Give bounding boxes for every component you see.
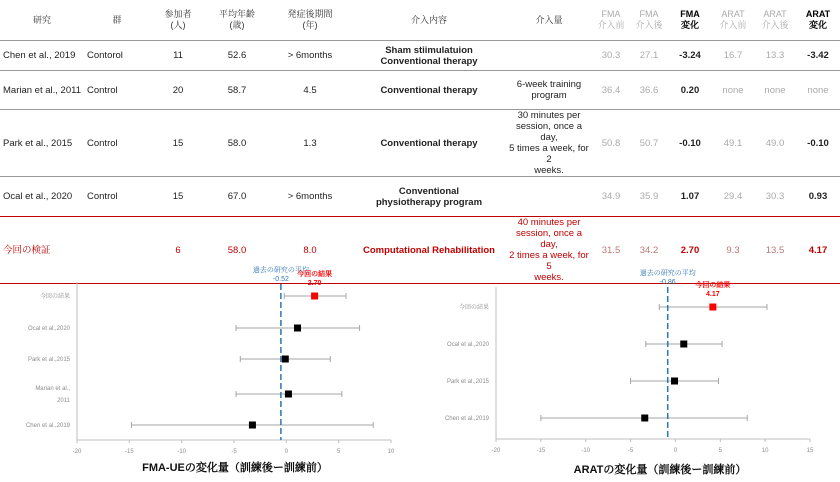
cell-age: 52.6 — [206, 41, 268, 71]
cell-arat-change: -3.42 — [796, 41, 840, 71]
fma-x-axis-title: FMA-UEの変化量（訓練後ー訓練前） — [142, 462, 328, 474]
cell-fma-pre: 31.5 — [592, 217, 630, 284]
fma-x-tick-label: 0 — [284, 449, 289, 455]
cell-fma-post: 27.1 — [630, 41, 668, 71]
fma-point-marker — [311, 293, 318, 300]
cell-fma-change: -3.24 — [668, 41, 712, 71]
cell-group: Control — [84, 71, 150, 110]
cell-arat-pre: 9.3 — [712, 217, 754, 284]
fma-annotation-value: 2.70 — [307, 280, 322, 287]
cell-fma-change: 0.20 — [668, 71, 712, 110]
cell-study: Park et al., 2015 — [0, 110, 84, 177]
cell-study: 今回の検証 — [0, 217, 84, 284]
cell-intervention: Conventional therapy — [352, 71, 506, 110]
header-study: 研究 — [32, 14, 51, 25]
table-row — [0, 177, 840, 217]
header-participants: 参加者 (人) — [164, 9, 192, 30]
cell-arat-post: none — [754, 71, 796, 110]
arat-x-tick-label: -5 — [627, 448, 634, 454]
cell-onset: > 6months — [268, 177, 352, 217]
cell-group: Control — [84, 177, 150, 217]
fma-point-marker — [249, 422, 256, 429]
fma-category-label: Ocal et al.,2020 — [27, 326, 70, 332]
header-dose: 介入量 — [535, 14, 563, 25]
cell-study: Ocal et al., 2020 — [0, 177, 84, 217]
fma-category-label: 今回の結果 — [39, 294, 70, 300]
header-arat-post: ARAT 介入後 — [761, 9, 789, 30]
cell-n: 15 — [150, 177, 206, 217]
cell-group: Contorol — [84, 41, 150, 71]
cell-intervention: Conventional therapy — [352, 110, 506, 177]
fma-category-label: Marian et al., — [35, 386, 70, 392]
fma-point-marker — [285, 391, 292, 398]
cell-n: 20 — [150, 71, 206, 110]
arat-category-label: 今回の結果 — [458, 305, 489, 311]
table-header-row — [0, 0, 840, 41]
cell-arat-post: 49.0 — [754, 110, 796, 177]
fma-point-marker — [282, 356, 289, 363]
arat-x-tick-label: -20 — [491, 448, 501, 454]
arat-point-marker — [709, 304, 716, 311]
arat-point-marker — [641, 415, 648, 422]
cell-n: 6 — [150, 217, 206, 284]
cell-arat-pre: 29.4 — [712, 177, 754, 217]
cell-age: 58.0 — [206, 110, 268, 177]
arat-annotation-label: 今回の結果 — [695, 282, 731, 289]
cell-fma-post: 35.9 — [630, 177, 668, 217]
cell-onset: 8.0 — [268, 217, 352, 284]
cell-arat-pre: none — [712, 71, 754, 110]
cell-intervention: Computational Rehabilitation — [352, 217, 506, 284]
header-group: 群 — [112, 14, 122, 25]
header-fma-change: FMA 変化 — [680, 9, 700, 30]
fma-x-tick-label: 5 — [336, 449, 341, 455]
fma-point-marker — [294, 325, 301, 332]
cell-study: Chen et al., 2019 — [0, 41, 84, 71]
cell-n: 11 — [150, 41, 206, 71]
cell-arat-change: 0.93 — [796, 177, 840, 217]
cell-onset: 4.5 — [268, 71, 352, 110]
cell-n: 15 — [150, 110, 206, 177]
fma-category-label: Park et al.,2015 — [27, 357, 70, 363]
fma-x-tick-label: -10 — [177, 449, 187, 455]
table-row — [0, 110, 840, 177]
cell-dose: 30 minutes per session, once a day, 5 times a week, for 2 weeks. — [506, 110, 592, 177]
cell-age: 58.7 — [206, 71, 268, 110]
cell-fma-post: 34.2 — [630, 217, 668, 284]
arat-x-tick-label: 10 — [761, 448, 769, 454]
arat-point-marker — [680, 341, 687, 348]
header-arat-change: ARAT 変化 — [805, 9, 831, 30]
arat-x-axis-title: ARATの変化量（訓練後ー訓練前） — [573, 464, 747, 476]
arat-forest-plot — [420, 252, 840, 482]
fma-category-label: Chen et al.,2019 — [25, 423, 70, 429]
arat-x-tick-label: -10 — [581, 448, 591, 454]
cell-arat-pre: 49.1 — [712, 110, 754, 177]
header-fma-post: FMA 介入後 — [635, 9, 663, 30]
cell-arat-post: 30.3 — [754, 177, 796, 217]
cell-dose: 6-week training program — [506, 71, 592, 110]
arat-x-tick-label: 5 — [718, 448, 722, 454]
cell-age: 58.0 — [206, 217, 268, 284]
cell-dose: 40 minutes per session, once a day, 2 times a week, for 5 weeks. — [506, 217, 592, 284]
arat-reference-value: -0.86 — [659, 279, 676, 286]
header-mean-age: 平均年齢 (歳) — [218, 9, 255, 30]
cell-fma-pre: 30.3 — [592, 41, 630, 71]
arat-x-tick-label: 0 — [673, 448, 678, 454]
cell-intervention: Sham stiimulatuion Conventional therapy — [352, 41, 506, 71]
cell-fma-post: 50.7 — [630, 110, 668, 177]
arat-x-tick-label: -15 — [536, 448, 546, 454]
fma-reference-label: 過去の研究の平均 — [252, 267, 309, 274]
cell-fma-post: 36.6 — [630, 71, 668, 110]
cell-arat-pre: 16.7 — [712, 41, 754, 71]
arat-point-marker — [671, 378, 678, 385]
header-onset: 発症後期間 (年) — [287, 9, 333, 30]
cell-fma-change: 1.07 — [668, 177, 712, 217]
cell-fma-change: 2.70 — [668, 217, 712, 284]
cell-dose — [506, 41, 592, 71]
header-fma-pre: FMA 介入前 — [597, 9, 625, 30]
cell-fma-pre: 34.9 — [592, 177, 630, 217]
header-intervention: 介入内容 — [410, 14, 447, 25]
arat-category-label: Park et al.,2015 — [446, 379, 489, 385]
cell-fma-pre: 50.8 — [592, 110, 630, 177]
fma-x-tick-label: -5 — [231, 449, 237, 455]
cell-arat-change: 4.17 — [796, 217, 840, 284]
fma-reference-value: -0.52 — [272, 276, 289, 283]
arat-reference-label: 過去の研究の平均 — [639, 270, 696, 277]
cell-intervention: Conventional physiotherapy program — [352, 177, 506, 217]
fma-x-tick-label: -20 — [72, 449, 82, 455]
cell-group: Control — [84, 110, 150, 177]
cell-arat-change: none — [796, 71, 840, 110]
arat-annotation-value: 4.17 — [706, 291, 720, 298]
cell-fma-pre: 36.4 — [592, 71, 630, 110]
cell-fma-change: -0.10 — [668, 110, 712, 177]
fma-x-tick-label: -15 — [124, 449, 134, 455]
cell-onset: > 6months — [268, 41, 352, 71]
arat-category-label: Chen et al.,2019 — [444, 416, 489, 422]
arat-x-tick-label: 15 — [806, 448, 814, 454]
cell-onset: 1.3 — [268, 110, 352, 177]
cell-arat-post: 13.3 — [754, 41, 796, 71]
cell-study: Marian et al., 2011 — [0, 71, 84, 110]
fma-category-label: 2011 — [57, 398, 70, 404]
arat-category-label: Ocal et al.,2020 — [446, 342, 489, 348]
table-row — [0, 71, 840, 110]
fma-x-tick-label: 10 — [387, 449, 395, 455]
cell-dose — [506, 177, 592, 217]
cell-arat-change: -0.10 — [796, 110, 840, 177]
cell-age: 67.0 — [206, 177, 268, 217]
fma-forest-plot — [0, 252, 420, 482]
table-row — [0, 41, 840, 71]
cell-arat-post: 13.5 — [754, 217, 796, 284]
fma-annotation-label: 今回の結果 — [297, 271, 333, 278]
header-arat-pre: ARAT 介入前 — [719, 9, 747, 30]
